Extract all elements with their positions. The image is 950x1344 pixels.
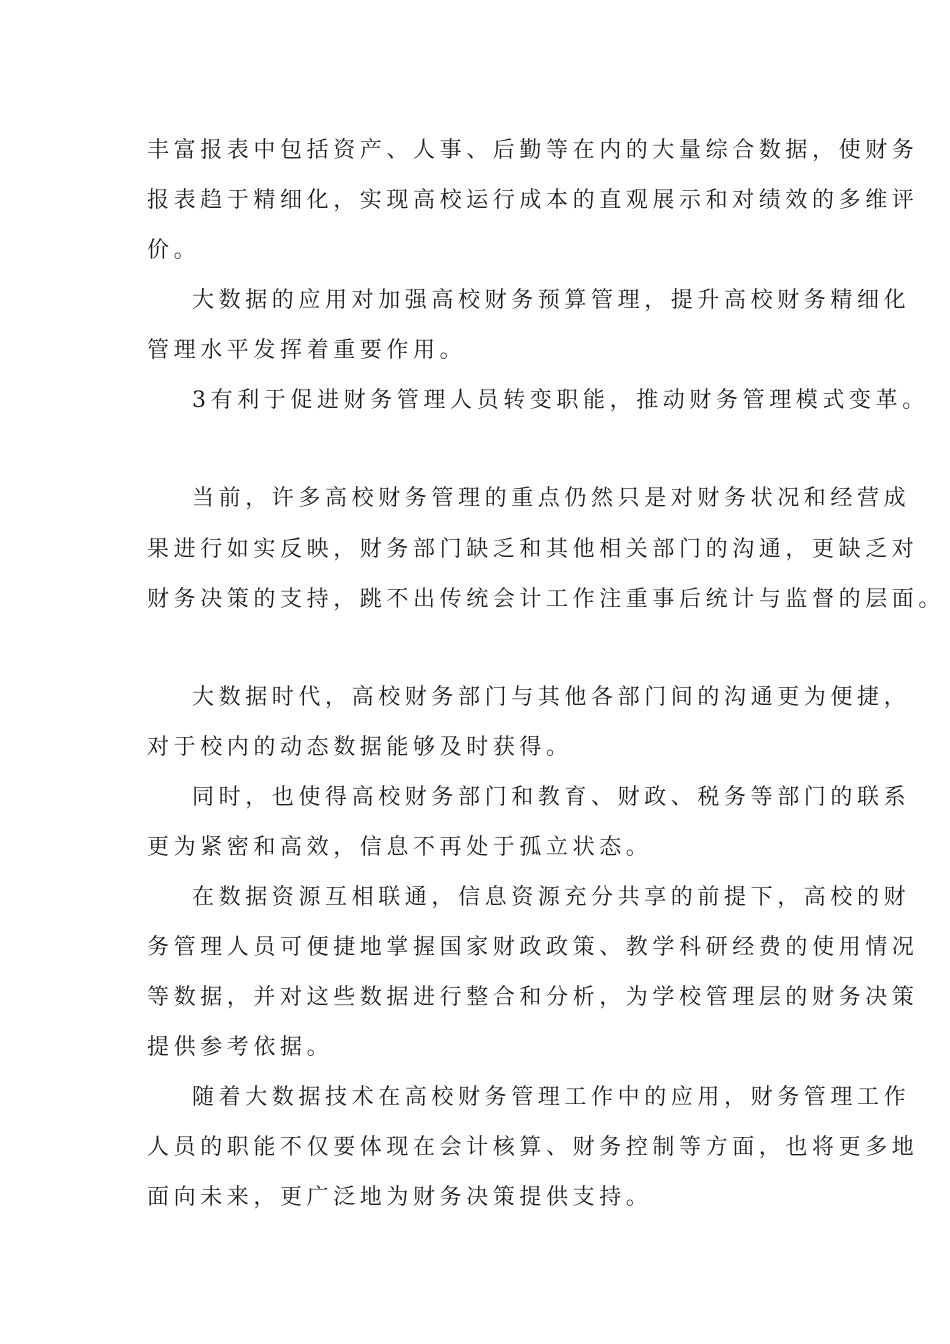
paragraph-7-line-2: 务管理人员可便捷地掌握国家财政政策、教学科研经费的使用情况 [147,935,919,960]
paragraph-6-line-1: 同时，也使得高校财务部门和教育、财政、税务等部门的联系 [192,785,911,810]
paragraph-3-line-1: 3有利于促进财务管理人员转变职能，推动财务管理模式变革。 [192,388,929,413]
paragraph-5-line-2: 对于校内的动态数据能够及时获得。 [147,735,573,760]
paragraph-1-line-1: 丰富报表中包括资产、人事、后勤等在内的大量综合数据，使财务 [147,138,919,163]
paragraph-7-line-4: 提供参考依据。 [147,1035,334,1060]
paragraph-7-line-1: 在数据资源互相联通，信息资源充分共享的前提下，高校的财 [192,885,911,910]
paragraph-8-line-1: 随着大数据技术在高校财务管理工作中的应用，财务管理工作 [192,1085,911,1110]
paragraph-4-line-1: 当前，许多高校财务管理的重点仍然只是对财务状况和经营成 [192,486,911,511]
paragraph-1-line-2: 报表趋于精细化，实现高校运行成本的直观展示和对绩效的多维评 [147,188,919,213]
paragraph-6-line-2: 更为紧密和高效，信息不再处于孤立状态。 [147,835,653,860]
paragraph-8-line-3: 面向未来，更广泛地为财务决策提供支持。 [147,1185,653,1210]
paragraph-2-line-2: 管理水平发挥着重要作用。 [147,338,467,363]
paragraph-8-line-2: 人员的职能不仅要体现在会计核算、财务控制等方面，也将更多地 [147,1135,919,1160]
paragraph-4-line-2: 果进行如实反映，财务部门缺乏和其他相关部门的沟通，更缺乏对 [147,537,919,562]
paragraph-1-line-3: 价。 [147,238,201,263]
paragraph-7-line-3: 等数据，并对这些数据进行整合和分析，为学校管理层的财务决策 [147,985,919,1010]
paragraph-4-line-3: 财务决策的支持，跳不出传统会计工作注重事后统计与监督的层面。 [147,587,946,612]
paragraph-2-line-1: 大数据的应用对加强高校财务预算管理，提升高校财务精细化 [192,288,911,313]
paragraph-5-line-1: 大数据时代，高校财务部门与其他各部门间的沟通更为便捷， [192,685,911,710]
